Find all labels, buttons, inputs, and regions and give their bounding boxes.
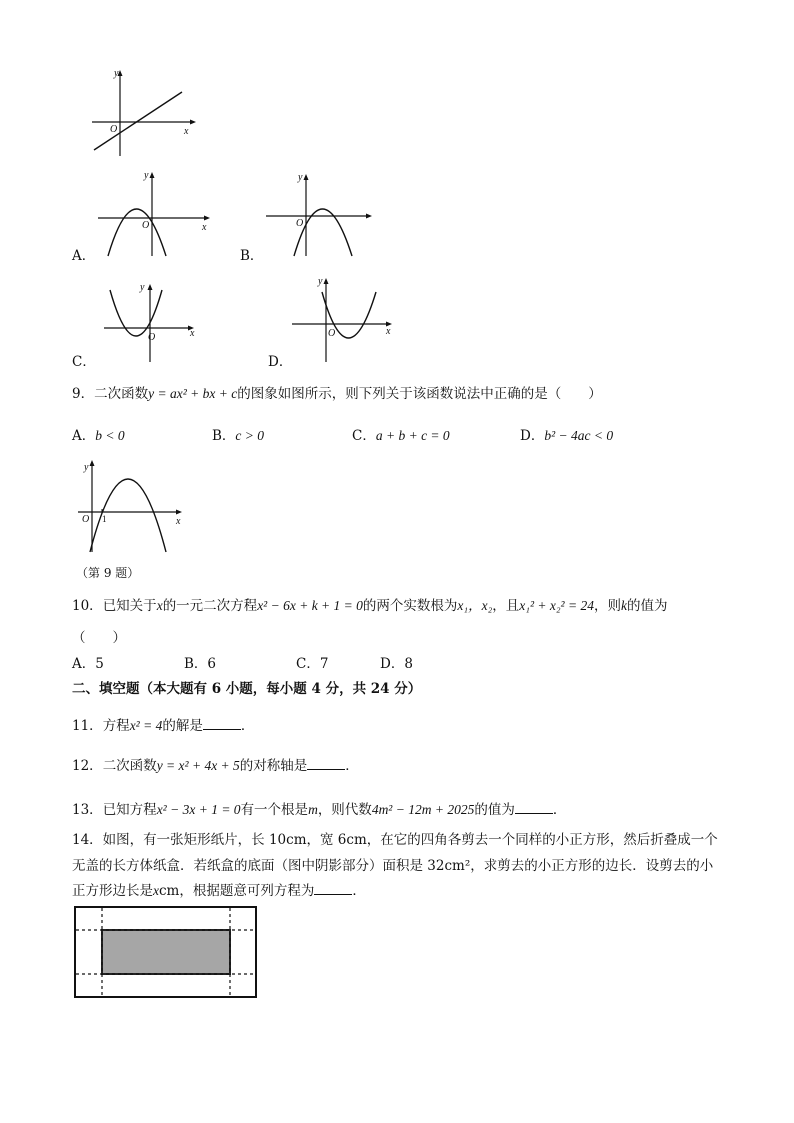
axis-label-x: x — [184, 126, 189, 137]
option-d-label: D． — [268, 354, 293, 370]
origin-label: O — [296, 218, 304, 229]
question-11: 11．方程x² = 4的解是 ． — [72, 718, 255, 734]
option-a-label: A． — [72, 248, 96, 264]
origin-label: O — [110, 124, 118, 135]
axis-label-x: x — [190, 328, 195, 339]
answer-blank — [515, 801, 553, 814]
section-2-title: 二、填空题（本大题有 6 小题，每小题 4 分，共 24 分） — [72, 681, 422, 697]
q10-option-a: A．5 — [72, 656, 104, 672]
origin-label: O — [142, 220, 150, 231]
axis-label-y: y — [140, 282, 145, 293]
axis-label-y: y — [84, 462, 89, 473]
q10-option-b: B．6 — [184, 656, 217, 672]
linear-graph — [88, 68, 198, 160]
question-14-line-3: 正方形边长是xcm，根据题意可列方程为 ． — [72, 883, 366, 899]
question-14-line-1: 14．如图，有一张矩形纸片，长 10cm，宽 6cm，在它的四角各剪去一个同样的小正方形，然后折叠成一个 — [72, 832, 718, 848]
question-14-line-2: 无盖的长方体纸盒．若纸盒的底面（图中阴影部分）面积是 32cm²，求剪去的小正方形的边长．设剪去的小 — [72, 858, 714, 874]
origin-label: O — [82, 514, 90, 525]
question-14-figure — [74, 906, 258, 1000]
option-c-graph — [100, 282, 210, 364]
question-10-paren: （ ） — [72, 630, 126, 646]
axis-label-y: y — [114, 68, 119, 79]
q10-option-c: C．7 — [296, 656, 329, 672]
option-b-graph — [262, 170, 382, 258]
option-d-graph — [290, 276, 400, 364]
question-9-caption: （第 9 题） — [76, 566, 140, 580]
axis-label-x: x — [176, 516, 181, 527]
axis-label-y: y — [144, 170, 149, 181]
axis-label-y: y — [318, 276, 323, 287]
q9-option-c: C．a + b + c = 0 — [352, 428, 450, 444]
question-13: 13．已知方程x² − 3x + 1 = 0有一个根是m，则代数4m² − 12m + 2025的值为 ． — [72, 802, 567, 818]
tick-label-1: 1 — [102, 514, 107, 524]
answer-blank — [203, 717, 241, 730]
answer-blank — [314, 882, 352, 895]
option-c-label: C． — [72, 354, 96, 370]
q9-option-d: D．b² − 4ac < 0 — [520, 428, 614, 444]
axis-label-x: x — [202, 222, 207, 233]
option-a-graph — [96, 168, 216, 258]
question-12: 12．二次函数y = x² + 4x + 5的对称轴是 ． — [72, 758, 359, 774]
q9-option-a: A．b < 0 — [72, 428, 125, 444]
option-b-label: B． — [240, 248, 264, 264]
origin-label: O — [148, 332, 156, 343]
question-9-graph — [76, 458, 190, 556]
q9-option-b: B．c > 0 — [212, 428, 265, 444]
axis-label-x: x — [386, 326, 391, 337]
question-10-stem: 10．已知关于x的一元二次方程x² − 6x + k + 1 = 0的两个实数根为x₁，x₂，且x₁² + x₂² = 24，则k的值为 — [72, 598, 668, 614]
q10-option-d: D．8 — [380, 656, 413, 672]
origin-label: O — [328, 328, 336, 339]
answer-blank — [307, 757, 345, 770]
question-9-stem: 9．二次函数y = ax² + bx + c的图象如图所示，则下列关于该函数说法中正确的是（ ） — [72, 386, 602, 402]
axis-label-y: y — [298, 172, 303, 183]
